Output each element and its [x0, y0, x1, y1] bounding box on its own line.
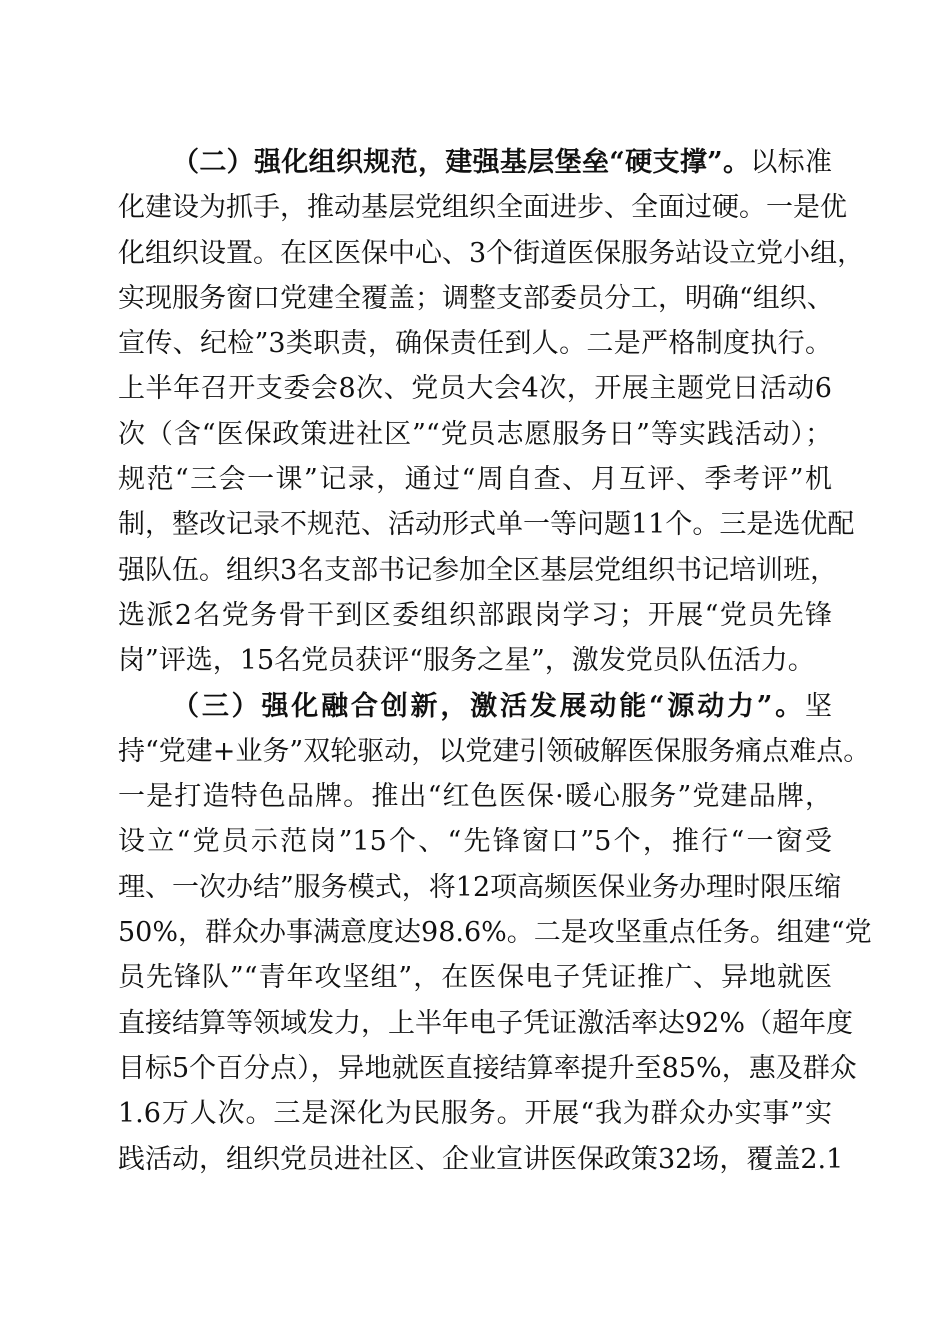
document-body — [118, 140, 872, 1182]
paragraph-line: 50%，群众办事满意度达98.6%。二是攻坚重点任务。组建“党 — [118, 917, 872, 949]
paragraph-text: 以标准 — [750, 147, 833, 178]
paragraph-line: 理、一次办结”服务模式，将12项高频医保业务办理时限压缩 — [118, 871, 842, 903]
paragraph-line: 直接结算等领域发力，上半年电子凭证激活率达92%（超年度 — [118, 1007, 854, 1039]
paragraph-line: 岗”评选，15名党员获评“服务之星”，激发党员队伍活力。 — [118, 645, 815, 677]
paragraph-text: 坚 — [805, 690, 832, 722]
paragraph-line: 1.6万人次。三是深化为民服务。开展“我为群众办实事”实 — [118, 1098, 832, 1130]
paragraph-line: 一是打造特色品牌。推出“红色医保·暖心服务”党建品牌， — [118, 781, 832, 813]
paragraph-line: 员先锋队”“青年攻坚组”，在医保电子凭证推广、异地就医 — [118, 962, 832, 994]
paragraph-line: 强队伍。组织3名支部书记参加全区基层党组织书记培训班， — [118, 554, 838, 586]
paragraph-line: 化组织设置。在区医保中心、3个街道医保服务站设立党小组， — [118, 237, 865, 269]
paragraph-line: 规范“三会一课”记录，通过“周自查、月互评、季考评”机 — [118, 464, 832, 496]
paragraph-line: 践活动，组织党员进社区、企业宣讲医保政策32场，覆盖2.1 — [118, 1143, 844, 1175]
paragraph-line: 目标5个百分点），异地就医直接结算率提升至85%，惠及群众 — [118, 1052, 857, 1084]
paragraph-line: 实现服务窗口党建全覆盖；调整支部委员分工，明确“组织、 — [118, 282, 834, 314]
paragraph-line: 宣传、纪检”3类职责，确保责任到人。二是严格制度执行。 — [118, 328, 832, 360]
paragraph-line: 次（含“医保政策进社区”“党员志愿服务日”等实践活动）； — [118, 418, 832, 450]
paragraph-line — [118, 684, 832, 729]
paragraph-line: 上半年召开支委会8次、党员大会4次，开展主题党日活动6 — [118, 373, 832, 405]
section-heading: （二）强化组织规范，建强基层堡垒“硬支撑”。 — [172, 147, 751, 178]
paragraph-line: 化建设为抓手，推动基层党组织全面进步、全面过硬。一是优 — [118, 192, 847, 224]
paragraph-line: 持“党建+业务”双轮驱动，以党建引领破解医保服务痛点难点。 — [118, 735, 871, 767]
section-heading: （三）强化融合创新，激活发展动能“源动力”。 — [172, 690, 805, 722]
paragraph-line — [118, 140, 832, 185]
paragraph-line: 制，整改记录不规范、活动形式单一等问题11个。三是选优配 — [118, 509, 855, 541]
paragraph-line: 设立“党员示范岗”15个、“先锋窗口”5个，推行“一窗受 — [118, 826, 832, 858]
paragraph-line: 选派2名党务骨干到区委组织部跟岗学习；开展“党员先锋 — [118, 599, 832, 631]
